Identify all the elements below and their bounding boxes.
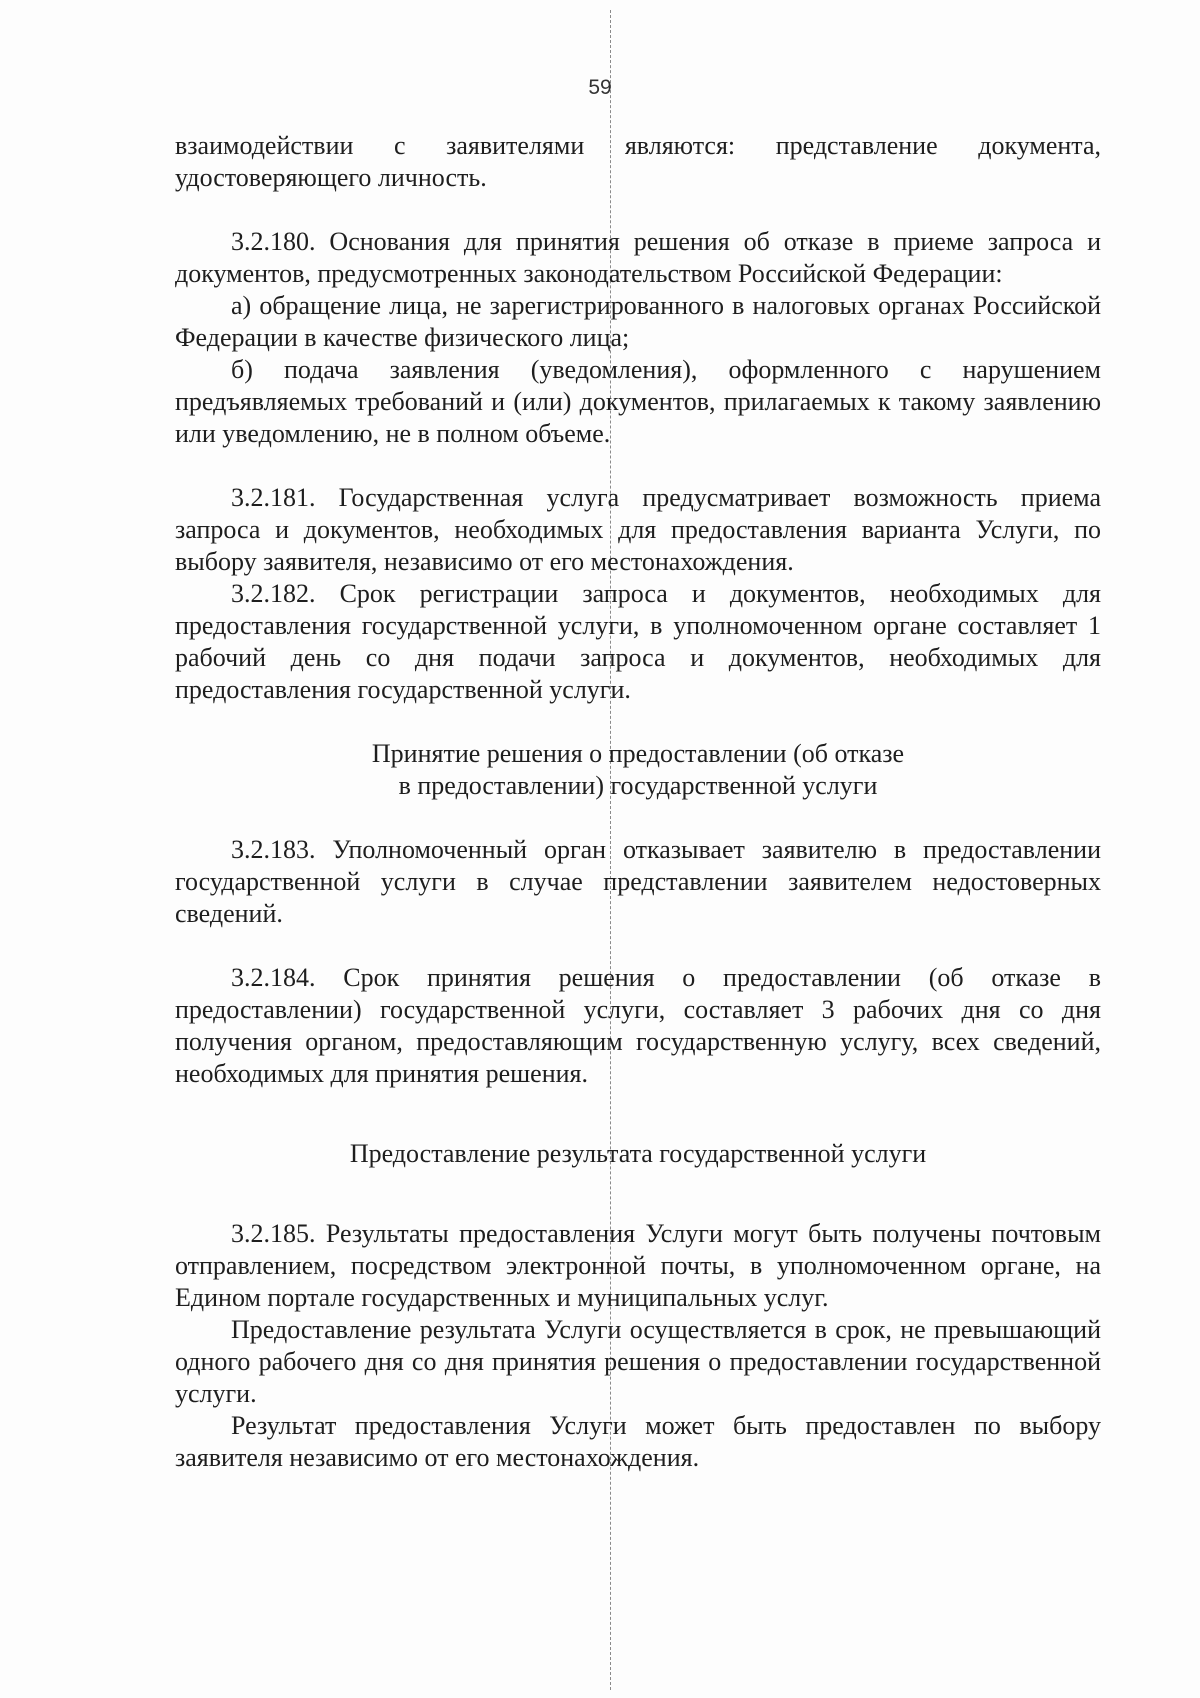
section-heading-result: Предоставление результата государственной услуги [349,1139,927,1168]
document-body [175,130,1101,1474]
paragraph-3-2-185: 3.2.185. Результаты предоставления Услуги могут быть получены почтовым отправлением, посредством электронной почты, в уполномоченном органе, на Едином портале государственных и муниципальных услуг. [175,1219,1101,1312]
section-heading-decision-line-1: Принятие решения о предоставлении (об отказе [371,739,905,768]
page-number: 59 [588,76,612,99]
paragraph-3-2-181: 3.2.181. Государственная услуга предусматривает возможность приема запроса и документов, необходимых для предоставления варианта Услуги, по выбору заявителя, независимо от его местонахождения. [175,483,1101,576]
paragraph-result-choice: Результат предоставления Услуги может быть предоставлен по выбору заявителя независимо от его местонахождения. [175,1411,1101,1472]
paragraph-3-2-180-b: б) подача заявления (уведомления), оформленного с нарушением предъявляемых требований и (или) документов, прилагаемых к такому заявлению или уведомлению, не в полном объеме. [175,355,1101,448]
section-heading-decision-line-2: в предоставлении) государственной услуги [398,771,878,800]
paragraph-3-2-180: 3.2.180. Основания для принятия решения об отказе в приеме запроса и документов, предусмотренных законодательством Российской Федерации: [175,227,1101,288]
paragraph-continuation: взаимодействии с заявителями являются: представление документа, удостоверяющего личность. [175,131,1101,192]
paragraph-3-2-183: 3.2.183. Уполномоченный орган отказывает заявителю в предоставлении государственной услуги в случае представлении заявителем недостоверных сведений. [175,835,1101,928]
paragraph-3-2-182: 3.2.182. Срок регистрации запроса и документов, необходимых для предоставления государственной услуги, в уполномоченном органе составляет 1 рабочий день со дня подачи запроса и документов, необходимых для предоставления государственной услуги. [175,579,1101,704]
paragraph-3-2-184: 3.2.184. Срок принятия решения о предоставлении (об отказе в предоставлении) государственной услуги, составляет 3 рабочих дня со дня получения органом, предоставляющим государственную услугу, всех сведений, необходимых для принятия решения. [175,963,1101,1088]
paragraph-result-term: Предоставление результата Услуги осуществляется в срок, не превышающий одного рабочего дня со дня принятия решения о предоставлении государственной услуги. [175,1315,1101,1408]
paragraph-3-2-180-a: а) обращение лица, не зарегистрированного в налоговых органах Российской Федерации в качестве физического лица; [175,291,1101,352]
